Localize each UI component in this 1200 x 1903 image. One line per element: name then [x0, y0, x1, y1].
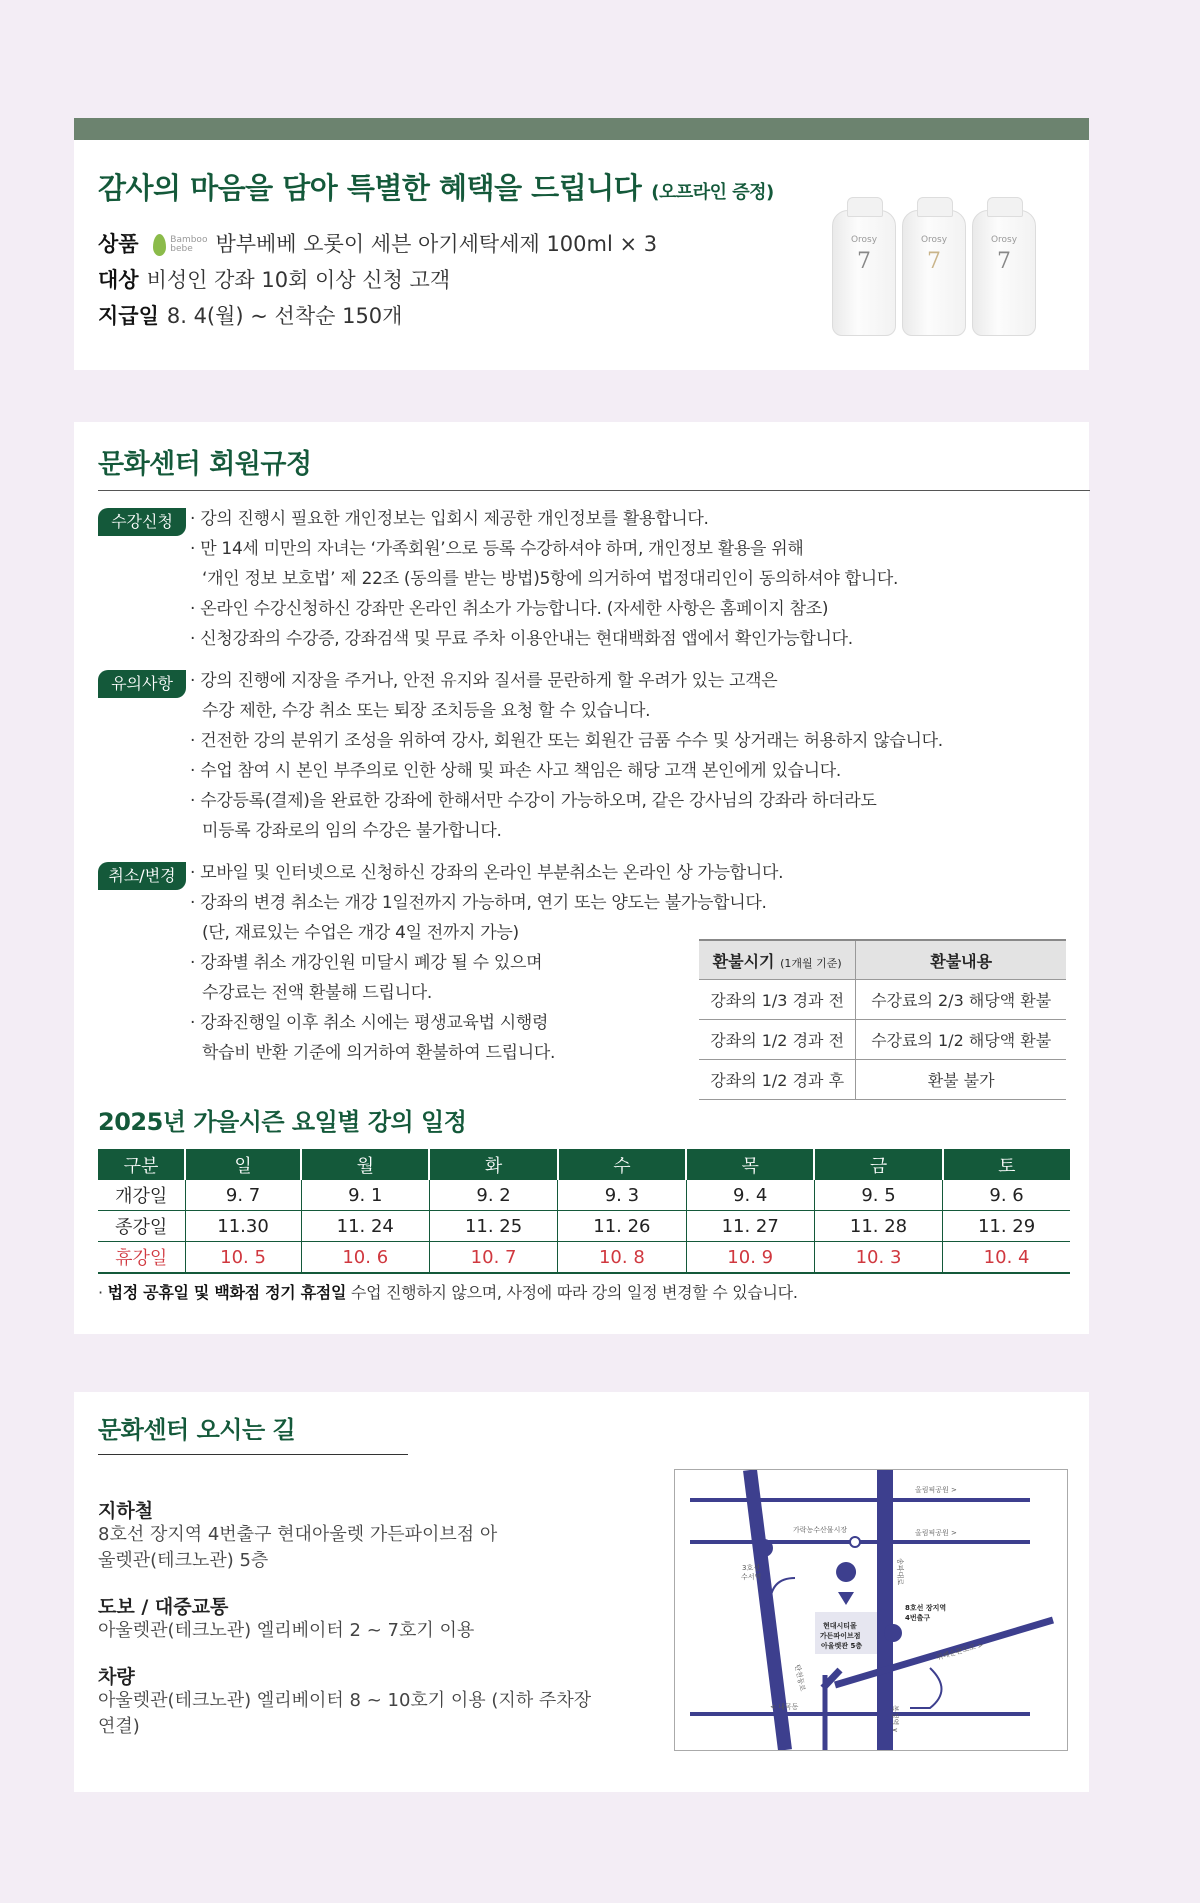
rules-card: [74, 422, 1089, 1334]
subway-text: 8호선 장지역 4번출구 현대아울렛 가든파이브점 아울렛관(테크노관) 5층: [98, 1524, 498, 1571]
car-text: 아울렛관(테크노관) 엘리베이터 8 ~ 10호기 이용 (지하 주차장 연결): [98, 1690, 592, 1737]
map-label-songpa: 송파대로: [896, 1558, 904, 1586]
location-map: [674, 1469, 1068, 1751]
rule-line: · 강좌진행일 이후 취소 시에는 평생교육법 시행령: [190, 1013, 549, 1033]
table-row: 휴강일 10. 5 10. 6 10. 7 10. 8 10. 9 10. 3 10. 4: [98, 1242, 1070, 1274]
map-label-tancheon: 탄천동로: [793, 1663, 807, 1692]
schedule-note: · 법정 공휴일 및 백화점 정기 휴점일 수업 진행하지 않으며, 사정에 따라 강의 일정 변경할 수 있습니다.: [98, 1283, 798, 1302]
rule-line: · 온라인 수강신청하신 강좌만 온라인 취소가 가능합니다. (자세한 사항은 홈페이지 참조): [190, 599, 829, 619]
rule-line: · 강의 진행시 필요한 개인정보는 입회시 제공한 개인정보를 활용합니다.: [190, 509, 709, 529]
rule-line: ‘개인 정보 보호법’ 제 22조 (동의를 받는 방법)5항에 의거하여 법정대리인이 동의하셔야 합니다.: [202, 569, 899, 589]
table-row: 강좌의 1/3 경과 전 수강료의 2/3 해당액 환불: [699, 980, 1066, 1020]
transit-heading: 도보 / 대중교통: [98, 1596, 229, 1618]
map-label-olympic-1: 올림픽공원 >: [915, 1486, 957, 1494]
map-label-suseo: 수서역: [741, 1573, 762, 1581]
brand-logo: Bamboo bebe: [170, 235, 208, 254]
rule-line: 학습비 반환 기준에 의거하여 환불하여 드립니다.: [202, 1043, 556, 1063]
table-row: 개강일 9. 7 9. 1 9. 2 9. 3 9. 4 9. 5 9. 6: [98, 1180, 1070, 1211]
refund-table: [699, 939, 1066, 1100]
map-label-dest2: 가든파이브점: [820, 1632, 861, 1640]
map-graphic: [675, 1470, 1067, 1750]
map-label-olympic-2: 올림픽공원 >: [915, 1529, 957, 1537]
directions-title: 문화센터 오시는 길: [98, 1416, 296, 1444]
rule-line: · 강의 진행에 지장을 주거나, 안전 유지와 질서를 문란하게 할 우려가 있는 고객은: [190, 671, 778, 691]
table-row: 종강일 11.30 11. 24 11. 25 11. 26 11. 27 11. 28 11. 29: [98, 1211, 1070, 1242]
map-label-line3: 3호선: [742, 1564, 760, 1572]
schedule-table: [98, 1149, 1070, 1274]
benefit-title: 감사의 마음을 담아 특별한 혜택을 드립니다 (오프라인 증정): [98, 171, 774, 205]
rule-line: · 만 14세 미만의 자녀는 ‘가족회원’으로 등록 수강하셔야 하며, 개인정보 활용을 위해: [190, 539, 804, 559]
date-text: 8. 4(월) ~ 선착순 150개: [166, 304, 403, 328]
map-label-bokjeong: 복정역 ∨: [891, 1705, 899, 1733]
bottle-image: Orosy 7: [902, 210, 966, 336]
target-text: 비성인 강좌 10회 이상 신청 고객: [146, 268, 451, 292]
map-label-market: 가락농수산물시장: [793, 1526, 848, 1534]
divider: [98, 1454, 408, 1455]
divider: [98, 490, 1090, 491]
schedule-title: 2025년 가을시즌 요일별 강의 일정: [98, 1108, 467, 1136]
rule-line: 수강 제한, 수강 취소 또는 퇴장 조치등을 요청 할 수 있습니다.: [202, 701, 651, 721]
rule-line: · 수업 참여 시 본인 부주의로 인한 상해 및 파손 사고 책임은 해당 고객 본인에게 있습니다.: [190, 761, 842, 781]
map-label-exit1: 8호선 장지역: [905, 1604, 947, 1612]
rule-line: 미등록 강좌로의 임의 수강은 불가합니다.: [202, 821, 502, 841]
rule-line: · 강좌별 취소 개강인원 미달시 폐강 될 수 있으며: [190, 953, 543, 973]
bamboo-leaf-icon: [153, 234, 166, 256]
map-label-naegok: < 내곡동: [770, 1703, 799, 1711]
target-label: 대상: [98, 268, 139, 292]
rule-line: · 강좌의 변경 취소는 개강 1일전까지 가능하며, 연기 또는 양도는 불가능합니다.: [190, 893, 767, 913]
rule-line: 수강료는 전액 환불해 드립니다.: [202, 983, 433, 1003]
table-row: 강좌의 1/2 경과 전 수강료의 1/2 해당액 환불: [699, 1020, 1066, 1060]
card-header-bar: [74, 118, 1089, 140]
refund-header-row: [699, 940, 1066, 980]
benefit-title-note: (오프라인 증정): [651, 182, 774, 203]
benefit-date-row: [98, 300, 402, 330]
refund-head-content: 환불내용: [856, 940, 1066, 980]
schedule-header-row: 구분 일 월 화 수 목 금 토: [98, 1149, 1070, 1180]
bottle-image: Orosy 7: [832, 210, 896, 336]
table-row: 강좌의 1/2 경과 후 환불 불가: [699, 1060, 1066, 1100]
benefit-target-row: [98, 264, 450, 294]
map-label-exit2: 4번출구: [905, 1614, 931, 1622]
directions-card: [74, 1392, 1089, 1792]
rules-title: 문화센터 회원규정: [98, 449, 312, 480]
date-label: 지급일: [98, 304, 159, 328]
badge-cancel: 취소/변경: [98, 862, 186, 890]
rule-line: · 신청강좌의 수강증, 강좌검색 및 무료 주차 이용안내는 현대백화점 앱에서 확인가능합니다.: [190, 629, 853, 649]
refund-head-period: 환불시기 (1개월 기준): [699, 940, 856, 980]
map-label-dest3: 아울렛관 5층: [821, 1642, 863, 1650]
bottle-image: Orosy 7: [972, 210, 1036, 336]
subway-heading: 지하철: [98, 1500, 154, 1522]
benefit-card: [74, 118, 1089, 370]
subway-icon: [755, 1539, 773, 1557]
location-pin-icon: [836, 1562, 856, 1605]
benefit-product-row: [98, 228, 657, 258]
market-marker-icon: [850, 1537, 860, 1547]
badge-notice: 유의사항: [98, 670, 186, 698]
subway-icon: [884, 1624, 902, 1642]
product-text: 밤부베베 오롯이 세븐 아기세탁세제 100ml × 3: [215, 232, 658, 256]
product-label: 상품: [98, 232, 139, 256]
badge-registration: 수강신청: [98, 508, 186, 536]
map-label-dest1: 현대시티몰: [823, 1622, 857, 1630]
transit-text: 아울렛관(테크노관) 엘리베이터 2 ~ 7호기 이용: [98, 1620, 475, 1641]
rule-line: · 수강등록(결제)을 완료한 강좌에 한해서만 수강이 가능하오며, 같은 강사님의 강좌라 하더라도: [190, 791, 877, 811]
car-heading: 차량: [98, 1666, 135, 1688]
rule-line: (단, 재료있는 수업은 개강 4일 전까지 가능): [202, 923, 519, 943]
rule-line: · 모바일 및 인터넷으로 신청하신 강좌의 온라인 부분취소는 온라인 상 가능합니다.: [190, 863, 784, 883]
rule-line: · 건전한 강의 분위기 조성을 위하여 강사, 회원간 또는 회원간 금품 수수 및 상거래는 허용하지 않습니다.: [190, 731, 943, 751]
map-label-wirye: 위례순환도로 >: [935, 1640, 985, 1662]
